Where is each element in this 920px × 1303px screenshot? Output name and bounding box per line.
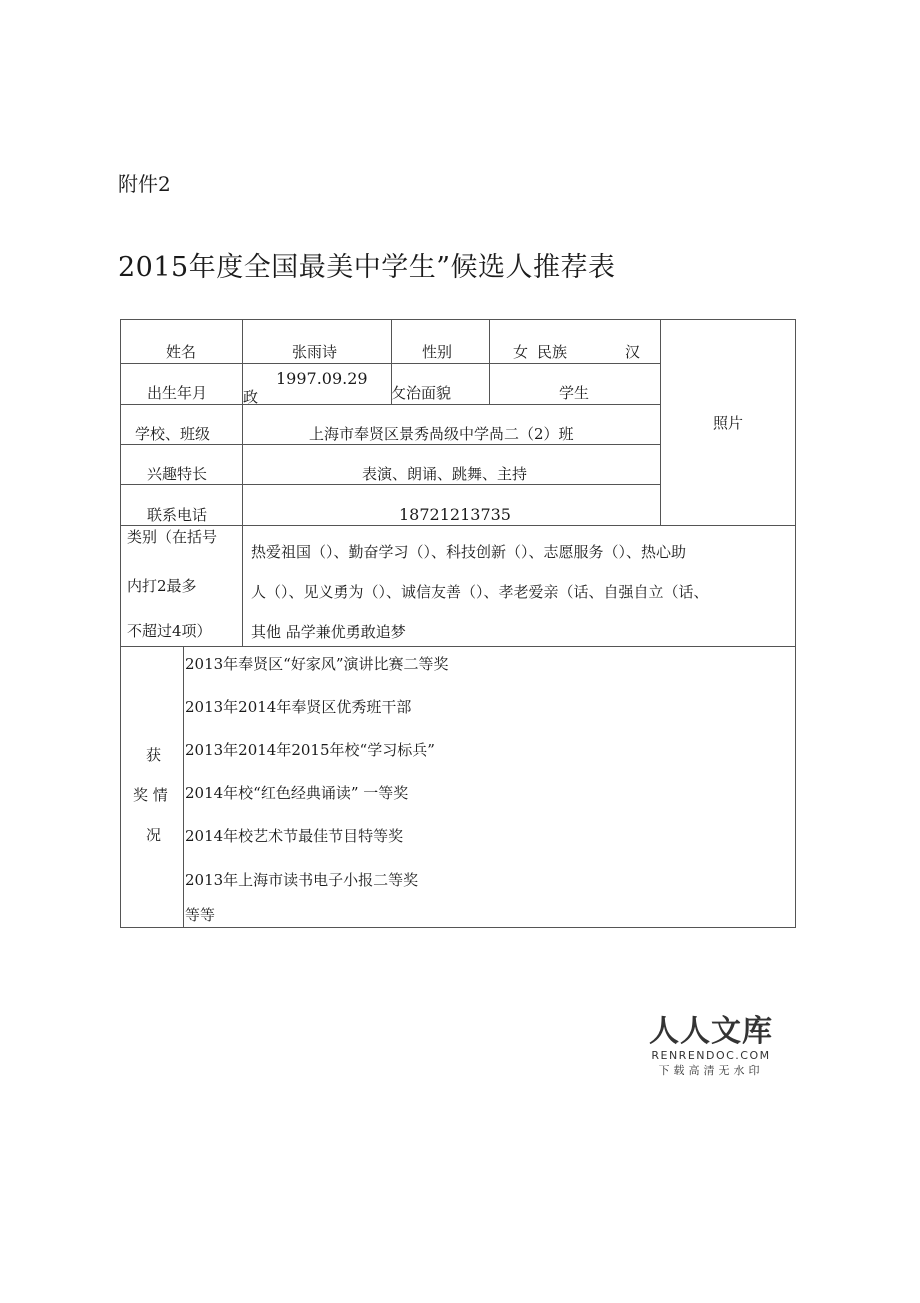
- awards-label: 获: [146, 746, 162, 764]
- watermark-url: RENRENDOC.COM: [651, 1049, 771, 1062]
- gender-label: 性别: [422, 343, 453, 361]
- attachment-label: 附件2: [118, 172, 171, 196]
- grid-line: [183, 646, 184, 928]
- award-item: 2014年校艺术节最佳节目特等奖: [185, 827, 404, 845]
- award-item: 2014年校“红色经典诵读” 一等奖: [185, 784, 409, 802]
- school-value: 上海市奉贤区景秀咼级中学咼二（2）班: [309, 425, 574, 443]
- watermark-slogan: 下载高清无水印: [658, 1064, 764, 1077]
- phone-value: 18721213735: [399, 505, 511, 524]
- award-item: 2013年2014年2015年校“学习标兵”: [185, 741, 435, 759]
- grid-line: [121, 484, 661, 485]
- hobby-label: 兴趣特长: [147, 465, 208, 483]
- award-item: 2013年2014年奉贤区优秀班干部: [185, 698, 412, 716]
- birth-overflow-text: 政: [243, 388, 259, 406]
- category-options: 人（）、见义勇为（）、诚信友善（）、孝老爱亲（话、自强自立（话、: [251, 583, 709, 601]
- category-label: 类别（在括号: [127, 528, 218, 546]
- grid-line: [121, 525, 795, 526]
- name-label: 姓名: [166, 343, 197, 361]
- phone-label: 联系电话: [147, 506, 208, 524]
- awards-label: 奖 情: [133, 786, 168, 804]
- award-item: 2013年奉贤区“好家风”演讲比赛二等奖: [185, 655, 449, 673]
- photo-label: 照片: [713, 414, 744, 432]
- watermark-logo: 人人文库: [649, 1014, 773, 1049]
- name-value: 张雨诗: [292, 343, 338, 361]
- grid-line: [660, 320, 661, 525]
- grid-line: [121, 444, 661, 445]
- gender-value: 女: [513, 343, 529, 361]
- grid-line: [121, 404, 661, 405]
- grid-line: [242, 320, 243, 646]
- birth-label: 出生年月: [147, 384, 208, 402]
- school-label: 学校、班级: [135, 425, 211, 443]
- category-label: 不超过4项）: [127, 622, 212, 640]
- category-other: 其他 品学兼优勇敢追梦: [251, 623, 406, 641]
- ethnicity-label: 民族: [537, 343, 568, 361]
- grid-line: [489, 320, 490, 404]
- ethnicity-value: 汉: [625, 343, 641, 361]
- award-item: 等等: [185, 906, 216, 924]
- watermark: [648, 1015, 774, 1079]
- hobby-value: 表演、朗诵、跳舞、主持: [362, 465, 528, 483]
- category-options: 热爱祖国（）、勤奋学习（）、科技创新（）、志愿服务（）、热心助: [251, 543, 687, 561]
- political-label: 攵治面貌: [391, 384, 452, 402]
- recommendation-form: [120, 319, 796, 928]
- political-value: 学生: [559, 384, 590, 402]
- form-title: 2015年度全国最美中学生”候选人推荐表: [118, 252, 616, 283]
- grid-line: [121, 646, 795, 647]
- birth-value: 1997.09.29: [276, 369, 368, 388]
- award-item: 2013年上海市读书电子小报二等奖: [185, 871, 419, 889]
- category-label: 内打2最多: [127, 577, 197, 595]
- awards-label: 况: [146, 826, 162, 844]
